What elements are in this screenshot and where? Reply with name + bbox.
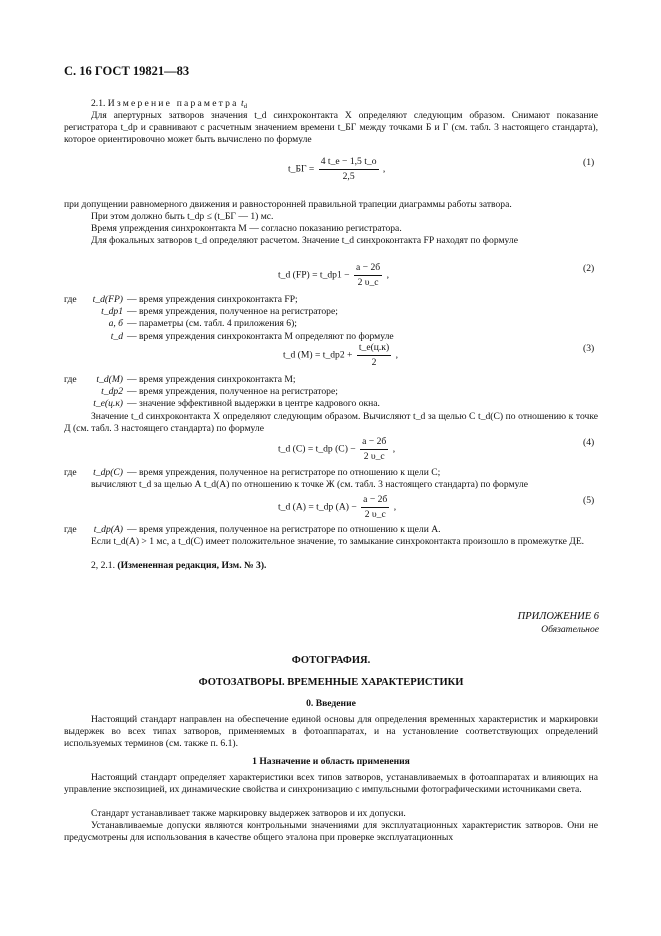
formula-4: t_d (C) = t_dp (C) − $\frac{a - 2б}{2 \upsilon\_c}$ ,	[278, 436, 396, 462]
paragraph-scope: Настоящий стандарт определяет характеристики всех типов затворов, устанавливаемых в фотоаппаратах и влияющих на управление экспозицией, их динамические свойства и синхронизацию с импульсными фотографическими источниками света.	[64, 772, 598, 796]
appendix-title: ПРИЛОЖЕНИЕ 6	[517, 611, 599, 622]
paragraph-conclusion: Если t_d(A) > 1 мс, а t_d(C) имеет положительное значение, то замыкание синхроконтакта произошло в промежутке ДЕ.	[91, 536, 585, 547]
formula-1: t_БГ = $\frac{4 t\_e - 1,5 t\_o}{2,5}$ ,	[288, 156, 386, 182]
appendix-status: Обязательное	[541, 624, 599, 635]
legend-row: где t_dp(A) — время упреждения, полученное на регистраторе по отношению к щели А.	[64, 524, 441, 535]
paragraph-tolerances: Устанавливаемые допуски являются контрольными значениями для эксплуатационных характеристик затворов. Они не предусмотрены для использования в качестве общего эталона при проверке эксплуатационных	[64, 820, 598, 844]
legend-row: где t_d(FP) — время упреждения синхроконтакта FP;	[64, 294, 298, 305]
page-header: С. 16 ГОСТ 19821—83	[64, 64, 190, 78]
legend-row: t_e(ц.к) — значение эффективной выдержки в центре кадрового окна.	[93, 398, 380, 410]
paragraph-focal: Для фокальных затворов t_d определяют расчетом. Значение t_d синхроконтакта FP находят по формуле	[91, 235, 518, 246]
legend-row: t_d — время упреждения синхроконтакта М определяют по формуле	[110, 330, 394, 342]
legend-formula-5	[64, 524, 598, 536]
section-2-1-heading: 2.1. Измерение параметра $t_d$	[91, 98, 247, 110]
revision-note: 2, 2.1. (Измененная редакция, Изм. № 3).	[91, 560, 267, 571]
section-title: Измерение параметра	[107, 98, 239, 109]
formula-3: t_d (M) = t_dp2 + $\frac{t\_e(ц.к)}{2}$ ,	[283, 342, 398, 368]
legend-row: t_dp2 — время упреждения, полученное на регистраторе;	[101, 386, 338, 398]
legend-row: t_dp1 — время упреждения, полученное на регистраторе;	[101, 306, 338, 318]
paragraph-aperture: Для апертурных затворов значения t_d синхроконтакта X определяют следующим образом. Снимают показание регистратора t_dp и сравнивают с расчетным значением времени t_БГ между точками Б и Г (см. табл. 3 настоящего стандарта), которое ориентировочно может быть вычислено по формуле	[64, 110, 598, 146]
formula-4-number: (4)	[583, 437, 595, 448]
formula-1-number: (1)	[583, 157, 595, 168]
section-param: t	[241, 98, 244, 109]
section-1-heading: 1 Назначение и область применения	[252, 756, 410, 767]
legend-row: а, б — параметры (см. табл. 4 приложения 6);	[108, 318, 297, 330]
legend-row: где t_d(M) — время упреждения синхроконтакта М;	[64, 374, 296, 385]
legend-row: где t_dp(C) — время упреждения, полученное на регистраторе по отношению к щели С;	[64, 467, 441, 478]
formula-2: t_d (FP) = t_dp1 − $\frac{a - 2б}{2 \upsilon\_c}$ ,	[278, 262, 389, 288]
formula-5: t_d (A) = t_dp (A) − $\frac{a - 2б}{2 \upsilon\_c}$ ,	[278, 494, 397, 520]
paragraph-slit-a: вычисляют t_d за щелью А t_d(A) по отношению к точке Ж (см. табл. 3 настоящего стандарта) по формуле	[91, 479, 528, 490]
paragraph-marking: Стандарт устанавливает также маркировку выдержек затворов и их допуски.	[91, 808, 406, 819]
legend-formula-4	[64, 467, 598, 479]
legend-formula-2	[64, 294, 598, 343]
section-0-heading: 0. Введение	[306, 698, 356, 709]
paragraph-introduction: Настоящий стандарт направлен на обеспечение единой основы для определения временных характеристик и маркировки выдержек во всех типах затворов, применяемых в фотоаппаратах, и на установление соответствующих определений используемых терминов (см. также п. 6.1).	[64, 714, 598, 750]
paragraph-x-contact: Значение t_d синхроконтакта X определяют следующим образом. Вычисляют t_d за щелью С t_d(C) по отношению к точке Д (см. табл. 3 настоящего стандарта) по формуле	[64, 411, 598, 435]
doc-title-line-1: ФОТОГРАФИЯ.	[291, 655, 371, 666]
paragraph-m-contact: Время упреждения синхроконтакта М — согласно показанию регистратора.	[91, 223, 402, 234]
formula-5-number: (5)	[583, 495, 595, 506]
paragraph-assumption: при допущении равномерного движения и равносторонней правильной трапеции диаграммы работы затвора.	[64, 199, 512, 210]
formula-3-number: (3)	[583, 343, 595, 354]
doc-title-line-2: ФОТОЗАТВОРЫ. ВРЕМЕННЫЕ ХАРАКТЕРИСТИКИ	[198, 677, 464, 688]
legend-formula-3	[64, 374, 598, 411]
section-number: 2.1.	[91, 98, 106, 109]
formula-2-number: (2)	[583, 263, 595, 274]
paragraph-condition: При этом должно быть t_dp ≤ (t_БГ — 1) мс.	[91, 211, 274, 222]
